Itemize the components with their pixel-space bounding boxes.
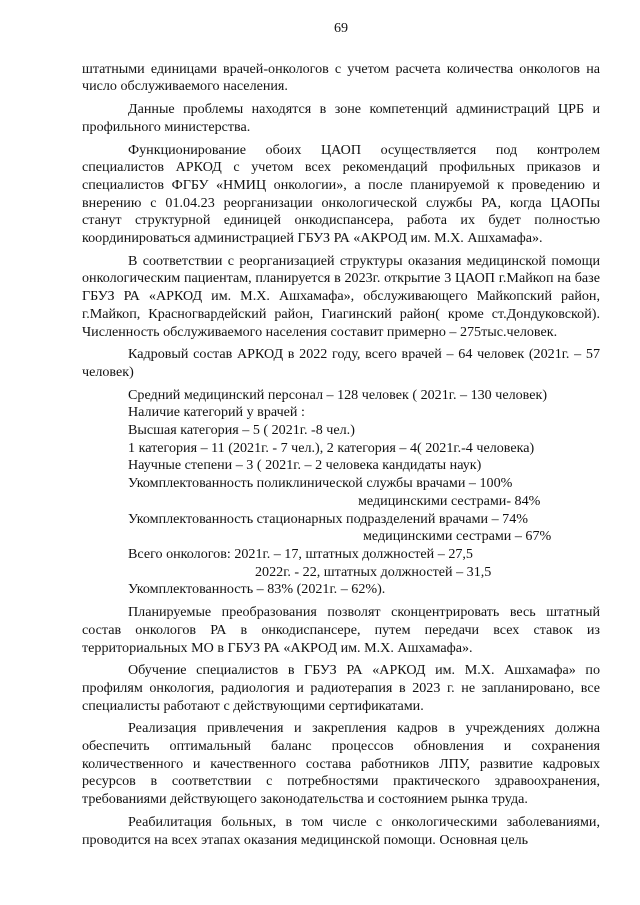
paragraph-reorganization: В соответствии с реорганизацией структуры оказания медицинской помощи онкологическим пациентам, планируется в 2023г. открытие 3 ЦАОП г.Майкоп на базе ГБУЗ РА «АРКОД им. М.Х. Ашхамафа», обслуживающего Майкопский район, г.Майкоп, Красногвардейский район, Гиагинский район( кроме ст.Дондуковской). Численность обслуживаемого населения составит примерно – 275тыс.человек. (82, 252, 600, 340)
staff-categories-header: Наличие категорий у врачей : (128, 404, 305, 421)
paragraph-staffing-calc: штатными единицами врачей-онкологов с учетом расчета количества онкологов на число обслуживаемого населения. (82, 60, 600, 95)
staff-mid-personnel: Средний медицинский персонал – 128 человек ( 2021г. – 130 человек) (128, 386, 548, 403)
page-number: 69 (333, 20, 349, 36)
staff-academic-degrees: Научные степени – 3 ( 2021г. – 2 человека кандидаты наук) (128, 457, 482, 474)
paragraph-specialist-training: Обучение специалистов в ГБУЗ РА «АРКОД им. М.Х. Ашхамафа» по профилям онкология, радиология и радиотерапия в 2023 г. не запланировано, все специалисты работают с действующими сертификатами. (82, 662, 600, 714)
staff-first-second-category: 1 категория – 11 (2021г. - 7 чел.), 2 категория – 4( 2021г.-4 человека) (128, 439, 535, 456)
staff-oncologists-2021: Всего онкологов: 2021г. – 17, штатных должностей – 27,5 (128, 545, 473, 562)
paragraph-personnel-recruitment: Реализация привлечения и закрепления кадров в учреждениях должна обеспечить оптимальный баланс процессов обновления и сохранения количественного и качественного состава работников ЛПУ, развитие кадровых ресурсов в соответствии с потребностями практического здравоохранения, требованиями действующего законодательства и состоянием рынка труда. (82, 720, 600, 808)
paragraph-competence: Данные проблемы находятся в зоне компетенций администраций ЦРБ и профильного министерства. (82, 101, 600, 135)
staff-polyclinic-nurses: медицинскими сестрами- 84% (358, 492, 541, 509)
staff-oncologists-2022: 2022г. - 22, штатных должностей – 31,5 (255, 563, 492, 580)
staff-staffing-level: Укомплектованность – 83% (2021г. – 62%). (128, 581, 386, 598)
staff-polyclinic-doctors: Укомплектованность поликлинической службы врачами – 100% (128, 475, 513, 492)
staff-highest-category: Высшая категория – 5 ( 2021г. -8 чел.) (128, 422, 355, 439)
paragraph-staff-composition: Кадровый состав АРКОД в 2022 году, всего врачей – 64 человек (2021г. – 57 человек) (82, 346, 600, 380)
paragraph-rehabilitation: Реабилитация больных, в том числе с онкологическими заболеваниями, проводится на всех этапах оказания медицинской помощи. Основная цель (82, 813, 600, 848)
paragraph-planned-transformations: Планируемые преобразования позволят сконцентрировать весь штатный состав онкологов РА в онкодиспансере, путем передачи всех ставок из территориальных МО в ГБУЗ РА «АКРОД им. М.Х. Ашхамафа». (82, 604, 600, 656)
staff-inpatient-nurses: медицинскими сестрами – 67% (363, 528, 552, 545)
paragraph-caop-functioning: Функционирование обоих ЦАОП осуществляется под контролем специалистов АРКОД с учетом всех рекомендаций профильных приказов и специалистов ФГБУ «НМИЦ онкологии», а после планируемой к проведению и внерению с 01.04.23 реорганизации онкологической службы РА, когда ЦАОПы станут структурной единицей онкодиспансера, работа их будет полностью координироваться администрацией ГБУЗ РА «АКРОД им. М.Х. Ашхамафа». (82, 141, 600, 247)
staff-inpatient-doctors: Укомплектованность стационарных подразделений врачами – 74% (128, 510, 529, 527)
